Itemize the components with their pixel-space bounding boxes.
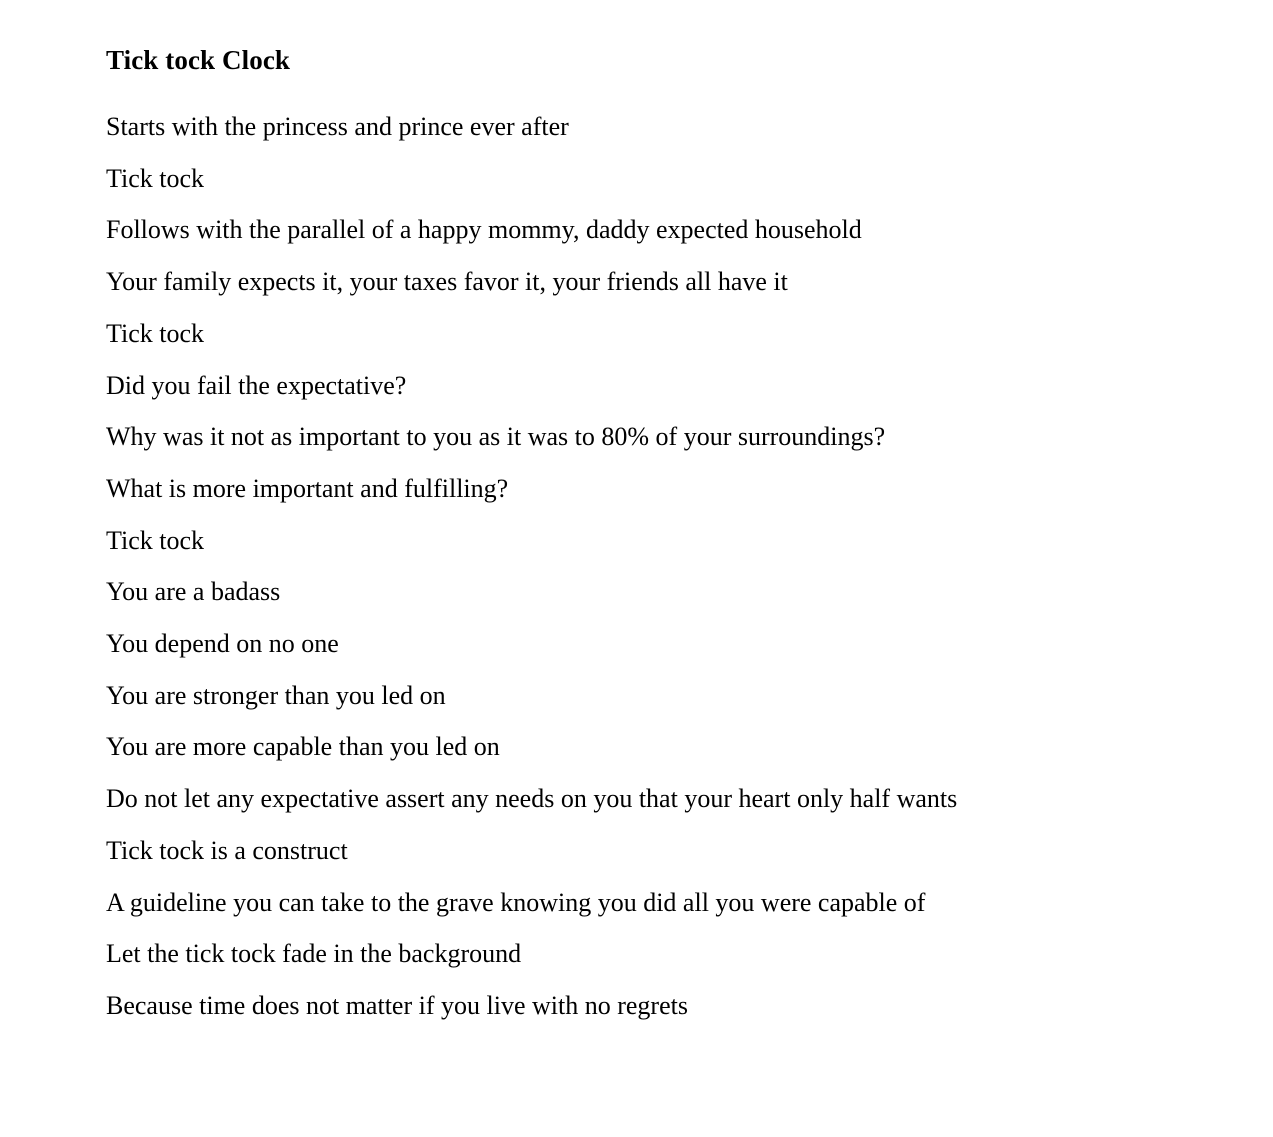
poem-line: You are a badass (106, 577, 281, 607)
poem-line: Tick tock is a construct (106, 835, 348, 865)
poem-line: A guideline you can take to the grave knowing you did all you were capable of (106, 887, 926, 917)
poem-line: Starts with the princess and prince ever after (106, 112, 569, 141)
poem-line: You are more capable than you led on (106, 732, 500, 762)
poem-line: Let the tick tock fade in the background (106, 939, 522, 969)
poem-body (106, 101, 1273, 1032)
poem-line: Because time does not matter if you live with no regrets (106, 990, 688, 1020)
poem-line: Tick tock (106, 318, 204, 348)
poem-line: Your family expects it, your taxes favor it, your friends all have it (106, 267, 788, 297)
poem-line: What is more important and fulfilling? (106, 473, 509, 503)
poem-line: Do not let any expectative assert any needs on you that your heart only half wants (106, 784, 958, 814)
poem-line: Did you fail the expectative? (106, 370, 407, 400)
poem-line: Why was it not as important to you as it was to 80% of your surroundings? (106, 422, 886, 452)
poem-line: You are stronger than you led on (106, 680, 446, 710)
poem-line: Tick tock (106, 525, 204, 555)
poem-line: Tick tock (106, 163, 204, 193)
poem-line: Follows with the parallel of a happy mommy, daddy expected household (106, 215, 862, 245)
poem-line: You depend on no one (106, 629, 339, 659)
page-title: Tick tock Clock (106, 45, 291, 75)
